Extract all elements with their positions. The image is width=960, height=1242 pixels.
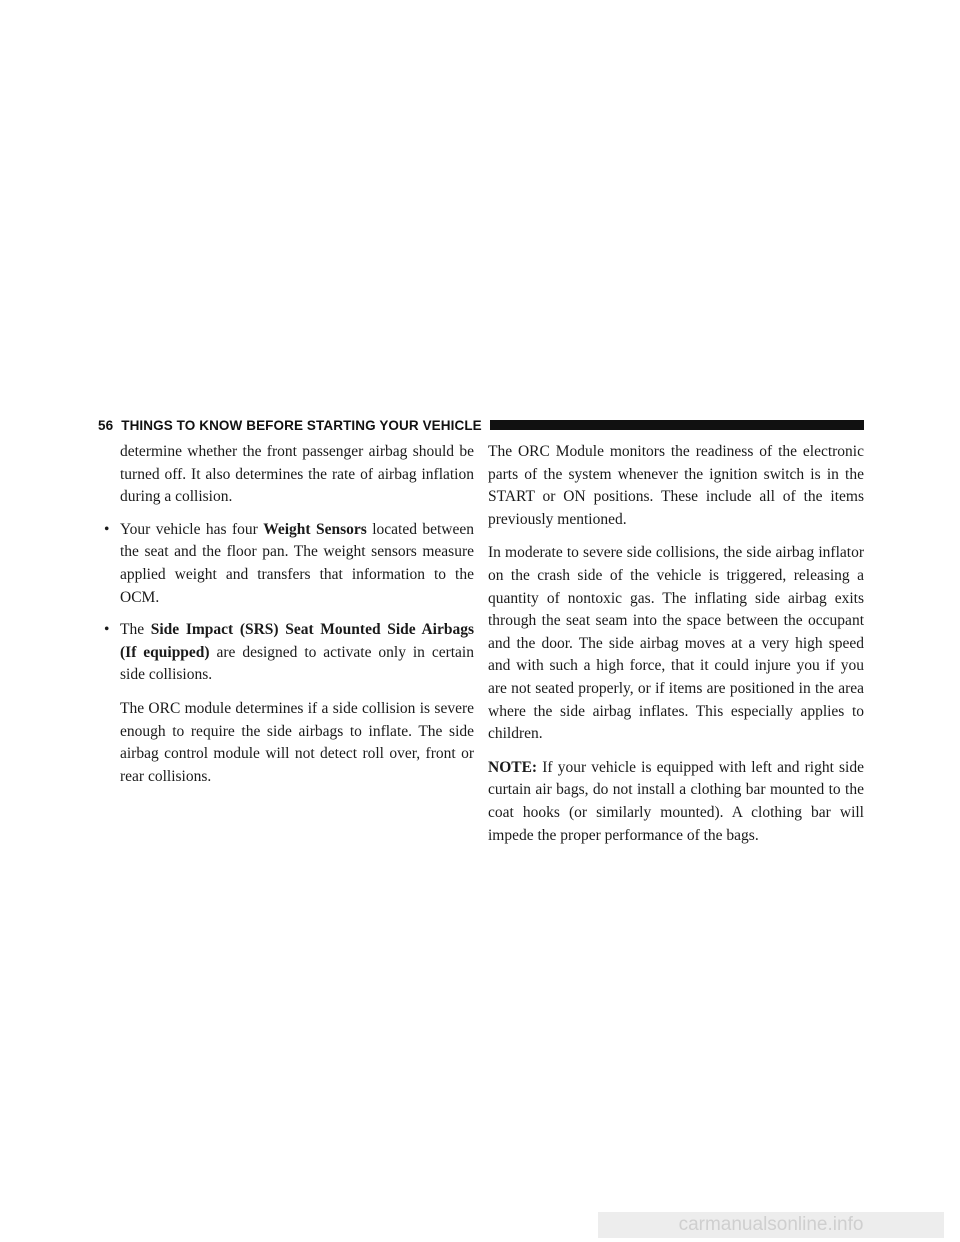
footer-watermark: carmanualsonline.info: [598, 1212, 944, 1238]
note-paragraph: [488, 757, 864, 847]
section-title: THINGS TO KNOW BEFORE STARTING YOUR VEHICLE: [121, 417, 482, 433]
continued-paragraph: determine whether the front passenger airbag should be turned off. It also determines the rate of airbag inflation during a collision.: [120, 443, 474, 506]
bullet-suffix: are designed to activate only in certain side collisions.: [120, 643, 474, 684]
page-header: [98, 414, 864, 436]
bullet-icon: •: [104, 520, 110, 538]
note-text: If your vehicle is equipped with left and right side curtain air bags, do not install a clothing bar mounted to the coat hooks (or similarly mounted). A clothing bar will impede the proper performance of the bags.: [488, 758, 864, 844]
left-column: [98, 441, 474, 788]
note-label: NOTE:: [488, 758, 538, 776]
bullet-bold-term: Weight Sensors: [263, 520, 367, 538]
bullet-item-side-impact-airbags: [98, 619, 474, 687]
right-column: [488, 441, 864, 847]
header-rule: [490, 420, 864, 430]
bullet-prefix: The: [120, 621, 151, 639]
bullet-prefix: Your vehicle has four: [120, 520, 264, 538]
orc-module-paragraph: The ORC module determines if a side collision is severe enough to require the side airbags to inflate. The side airbag control module will not detect roll over, front or rear collisions.: [120, 699, 474, 785]
bullet-icon: •: [104, 621, 110, 639]
bullet-item-weight-sensors: [98, 519, 474, 609]
orc-readiness-paragraph: The ORC Module monitors the readiness of the electronic parts of the system whenever the ignition switch is in the START or ON positions. These include all of the items previously mentioned.: [488, 443, 864, 528]
bullet-suffix: located between the seat and the floor pan. The weight sensors measure applied weight and transfers that information to the OCM.: [120, 520, 474, 606]
bullet-bold-term: Side Impact (SRS) Seat Mounted Side Airbags (If equipped): [120, 621, 474, 661]
page-number: 56: [98, 417, 114, 433]
side-collision-paragraph: In moderate to severe side collisions, the side airbag inflator on the crash side of the vehicle is triggered, releasing a quantity of nontoxic gas. The inflating side airbag exits through the seat seam into the space between the occupant and the door. The side airbag moves at a very high speed and with such a high force, that it could injure you if you are not seated properly, or if items are positioned in the area where the side airbag inflates. This especially applies to children.: [488, 544, 864, 743]
